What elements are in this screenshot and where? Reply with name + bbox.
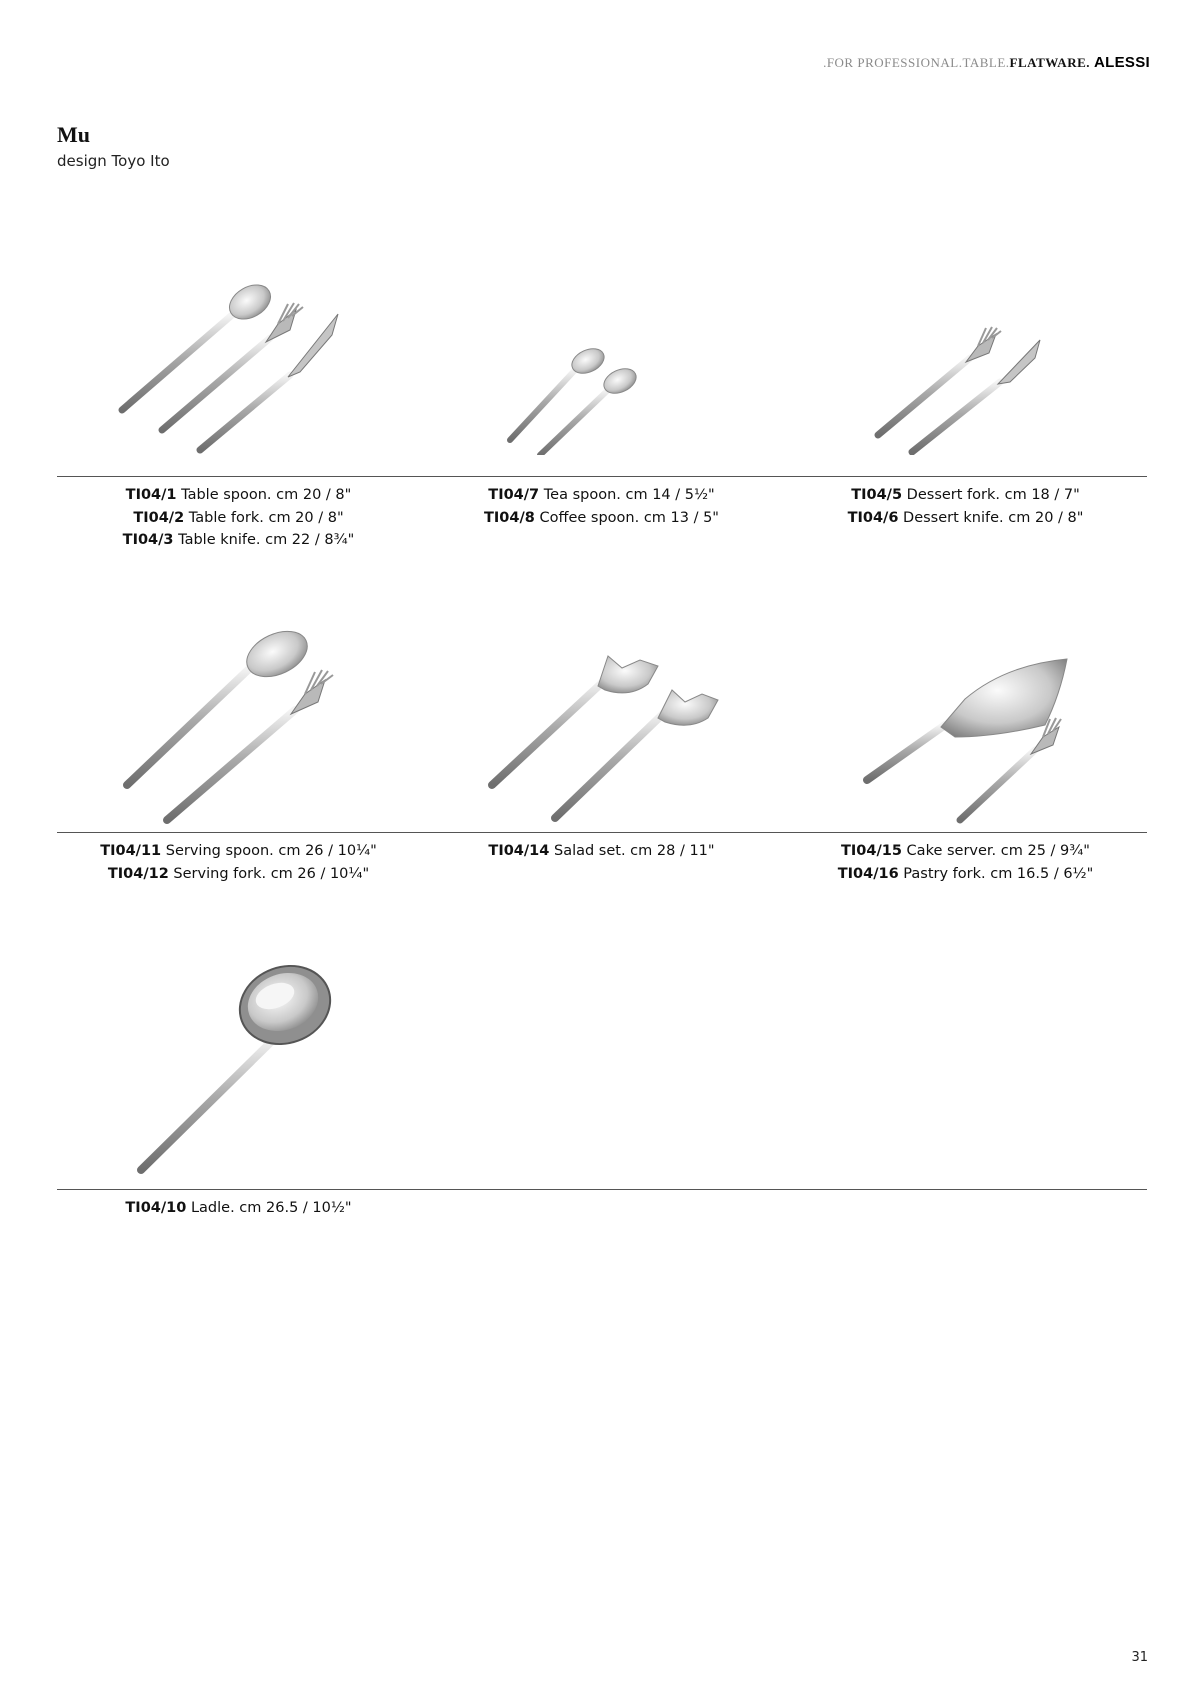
product-code: TI04/10	[125, 1200, 187, 1216]
product-code: TI04/15	[841, 843, 902, 859]
table-fork-icon	[162, 303, 303, 430]
product-code: TI04/2	[133, 509, 185, 526]
product-description: Table knife. cm 22 / 8¾"	[173, 532, 355, 548]
caption-line	[57, 863, 420, 886]
row-divider	[57, 832, 1147, 833]
product-code: TI04/12	[107, 865, 169, 882]
coffee-spoon-icon	[540, 364, 640, 455]
caption-table-set	[57, 484, 420, 552]
brand-logo: ALESSI	[1094, 54, 1150, 71]
caption-line	[57, 484, 420, 507]
collection-title: Mu	[57, 122, 90, 147]
product-code: TI04/11	[100, 843, 162, 859]
product-code: TI04/14	[488, 843, 550, 859]
salad-spoon-icon	[492, 656, 658, 785]
serving-fork-icon	[167, 670, 333, 820]
product-description: Dessert fork. cm 18 / 7"	[902, 487, 1080, 503]
caption-ladle	[57, 1197, 420, 1220]
product-code: TI04/7	[488, 487, 540, 503]
caption-line	[420, 484, 783, 507]
product-description: Ladle. cm 26.5 / 10½"	[186, 1200, 352, 1216]
caption-cake-server-set	[784, 840, 1147, 885]
product-image-dessert-set	[860, 320, 1060, 455]
product-image-ladle	[125, 960, 365, 1175]
dessert-fork-icon	[878, 327, 1001, 435]
caption-line	[784, 507, 1147, 530]
product-image-table-set	[110, 280, 370, 455]
product-code: TI04/16	[837, 865, 899, 882]
product-description: Serving fork. cm 26 / 10¼"	[168, 865, 370, 882]
product-description: Dessert knife. cm 20 / 8"	[898, 509, 1084, 526]
caption-line	[784, 484, 1147, 507]
row-divider	[57, 1189, 1147, 1190]
caption-serving-set	[57, 840, 420, 885]
caption-line	[784, 840, 1147, 863]
caption-line	[57, 529, 420, 552]
collection-designer: design Toyo Ito	[57, 152, 170, 170]
product-description: Coffee spoon. cm 13 / 5"	[534, 509, 719, 526]
table-spoon-icon	[122, 280, 277, 410]
row-divider	[57, 476, 1147, 477]
page-number: 31	[1131, 1650, 1148, 1665]
header-section: FLATWARE.	[1009, 55, 1091, 70]
caption-line	[420, 507, 783, 530]
product-code: TI04/1	[125, 487, 177, 503]
catalogue-header	[823, 54, 1150, 71]
caption-dessert-set	[784, 484, 1147, 529]
product-image-cake-server-set	[855, 655, 1095, 830]
product-description: Table spoon. cm 20 / 8"	[176, 487, 352, 503]
caption-line	[57, 507, 420, 530]
product-description: Serving spoon. cm 26 / 10¼"	[161, 843, 377, 859]
header-category-path: .FOR PROFESSIONAL.TABLE.	[823, 55, 1010, 70]
product-description: Pastry fork. cm 16.5 / 6½"	[898, 865, 1094, 882]
cake-server-icon	[867, 659, 1067, 780]
caption-line	[57, 840, 420, 863]
product-description: Salad set. cm 28 / 11"	[549, 843, 715, 859]
product-description: Cake server. cm 25 / 9¾"	[901, 843, 1090, 859]
product-code: TI04/6	[847, 509, 899, 526]
tea-spoon-icon	[510, 345, 608, 440]
product-description: Tea spoon. cm 14 / 5½"	[539, 487, 715, 503]
product-code: TI04/3	[122, 532, 174, 548]
product-image-salad-set	[480, 650, 740, 830]
product-code: TI04/5	[851, 487, 903, 503]
caption-line	[784, 863, 1147, 886]
serving-spoon-icon	[127, 630, 314, 785]
caption-line	[420, 840, 783, 863]
caption-salad-set	[420, 840, 783, 863]
product-description: Table fork. cm 20 / 8"	[184, 509, 344, 526]
product-image-tea-coffee-spoons	[500, 345, 700, 455]
product-code: TI04/8	[484, 509, 535, 526]
ladle-icon	[141, 960, 341, 1170]
product-image-serving-set	[115, 630, 365, 830]
caption-line	[57, 1197, 420, 1220]
caption-tea-coffee-spoons	[420, 484, 783, 529]
